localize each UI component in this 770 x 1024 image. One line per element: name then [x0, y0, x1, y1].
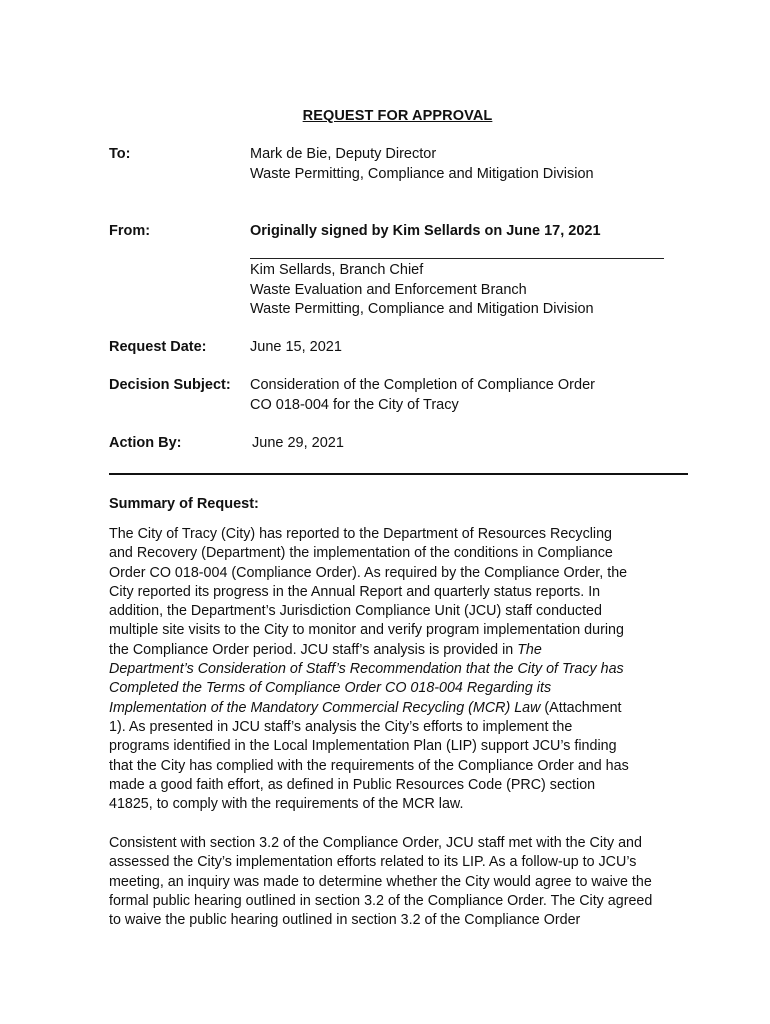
paragraph-line-italic-mixed: the Compliance Order period. JCU staff’s analysis is provided in The [109, 641, 542, 658]
decision-subject-line: CO 018-004 for the City of Tracy [250, 396, 459, 413]
document-title: REQUEST FOR APPROVAL [302, 108, 493, 124]
paragraph-line: Consistent with section 3.2 of the Compliance Order, JCU staff met with the City and [109, 835, 642, 851]
to-line: Waste Permitting, Compliance and Mitigation Division [250, 165, 594, 182]
paragraph-line: programs identified in the Local Implementation Plan (LIP) support JCU’s finding [109, 738, 617, 755]
decision-subject-line: Consideration of the Completion of Compliance Order [250, 377, 595, 393]
request-date-label: Request Date: [109, 339, 207, 355]
paragraph-line: to waive the public hearing outlined in section 3.2 of the Compliance Order [109, 912, 581, 929]
to-label: To: [109, 146, 131, 162]
paragraph-line: and Recovery (Department) the implementation of the conditions in Compliance [109, 545, 613, 562]
paragraph-line: multiple site visits to the City to monitor and verify program implementation during [109, 622, 624, 639]
decision-subject-value [250, 376, 595, 415]
paragraph-line-italic-mixed: Implementation of the Mandatory Commercial Recycling (MCR) Law (Attachment [109, 699, 622, 716]
to-recipient [250, 145, 594, 184]
to-line: Mark de Bie, Deputy Director [250, 146, 437, 162]
summary-paragraph-2 [109, 834, 689, 930]
paragraph-line: that the City has complied with the requirements of the Compliance Order and has [109, 757, 629, 774]
action-by-value: June 29, 2021 [252, 435, 344, 451]
from-line: Waste Evaluation and Enforcement Branch [250, 281, 527, 298]
paragraph-line-italic: Department’s Consideration of Staff’s Recommendation that the City of Tracy has [109, 661, 624, 678]
paragraph-line: assessed the City’s implementation efforts related to its LIP. As a follow-up to JCU’s [109, 854, 637, 871]
paragraph-line: The City of Tracy (City) has reported to the Department of Resources Recycling [109, 526, 612, 542]
request-date-value: June 15, 2021 [250, 339, 342, 355]
from-line: Waste Permitting, Compliance and Mitigation Division [250, 301, 594, 317]
from-label: From: [109, 223, 151, 239]
paragraph-line: 1). As presented in JCU staff’s analysis the City’s efforts to implement the [109, 718, 573, 735]
section-divider [109, 473, 688, 475]
summary-paragraph-1 [109, 525, 689, 814]
signature-note: Originally signed by Kim Sellards on June 17, 2021 [250, 223, 601, 239]
paragraph-line: 41825, to comply with the requirements of the MCR law. [109, 796, 464, 813]
paragraph-line: City reported its progress in the Annual Report and quarterly status reports. In [109, 583, 601, 600]
paragraph-line: meeting, an inquiry was made to determine whether the City would agree to waive the [109, 873, 652, 890]
from-line: Kim Sellards, Branch Chief [250, 262, 424, 278]
signature-line [250, 258, 664, 259]
paragraph-line: Order CO 018-004 (Compliance Order). As required by the Compliance Order, the [109, 564, 628, 581]
decision-subject-label: Decision Subject: [109, 377, 231, 393]
paragraph-line: made a good faith effort, as defined in Public Resources Code (PRC) section [109, 776, 596, 793]
paragraph-line: formal public hearing outlined in section 3.2 of the Compliance Order. The City agreed [109, 892, 653, 909]
paragraph-line-italic: Completed the Terms of Compliance Order CO 018-004 Regarding its [109, 680, 552, 697]
paragraph-line: addition, the Department’s Jurisdiction Compliance Unit (JCU) staff conducted [109, 603, 602, 620]
from-sender [250, 261, 594, 320]
action-by-label: Action By: [109, 435, 182, 451]
summary-heading: Summary of Request: [109, 496, 259, 512]
